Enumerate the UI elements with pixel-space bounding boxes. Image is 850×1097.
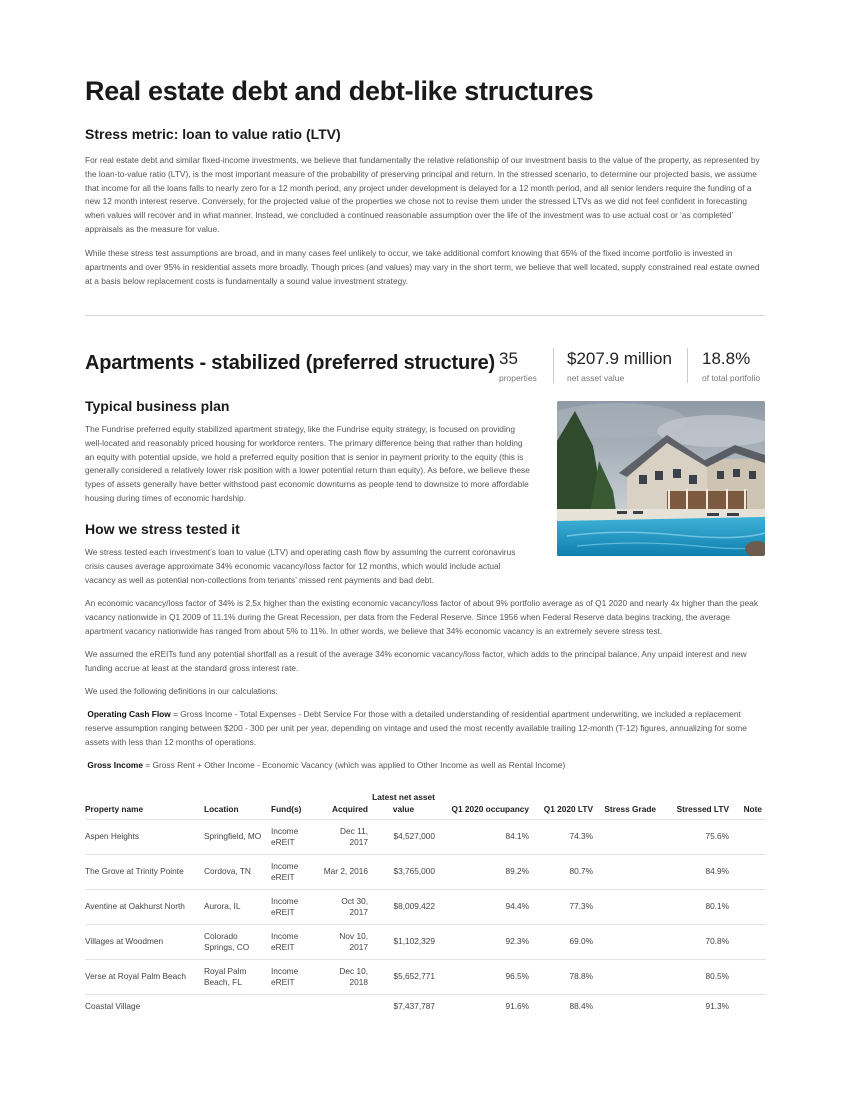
property-occupancy: 94.4% [439, 890, 533, 925]
property-occupancy: 89.2% [439, 855, 533, 890]
stat-portfolio-share [702, 349, 760, 383]
property-occupancy: 96.5% [439, 960, 533, 995]
property-stressed-ltv: 80.5% [660, 960, 733, 995]
property-funds: Income eREIT [271, 820, 323, 855]
column-header: Fund(s) [271, 804, 302, 814]
property-note [733, 925, 766, 960]
property-funds: Income eREIT [271, 925, 323, 960]
stat-label: of total portfolio [702, 373, 761, 383]
property-note [733, 995, 766, 1020]
property-occupancy: 92.3% [439, 925, 533, 960]
definition-term: Operating Cash Flow [87, 709, 171, 719]
stress-test-heading: How we stress tested it [85, 521, 240, 537]
section-title: Apartments - stabilized (preferred structure) [85, 352, 495, 374]
definition-gross-income [85, 759, 767, 773]
property-occupancy: 84.1% [439, 820, 533, 855]
column-header: Acquired [332, 804, 368, 814]
column-header: Q1 2020 LTV [543, 804, 593, 814]
definitions-intro: We used the following definitions in our calculations: [85, 686, 278, 696]
property-acquired [323, 995, 372, 1020]
stat-properties [499, 349, 537, 383]
property-acquired: Dec 10, 2018 [323, 960, 372, 995]
property-nav: $8,009,422 [372, 890, 439, 925]
property-funds: Income eREIT [271, 960, 323, 995]
property-ltv: 78.8% [533, 960, 597, 995]
stat-value: 18.8% [702, 349, 751, 368]
property-note [733, 855, 766, 890]
stat-value: $207.9 million [567, 349, 672, 368]
table-row [85, 890, 766, 925]
property-ltv: 77.3% [533, 890, 597, 925]
stat-label: net asset value [567, 373, 625, 383]
stress-test-paragraph-1: We stress tested each investment’s loan to value (LTV) and operating cash flow by assuming the current coronavirus crisis causes average approximate 34% economic vacancy/loss factor for 12 months, which would include actual vacancy as well as potential non-collections from tenants’ missed rent payments and bad debt. [85, 547, 516, 585]
property-name: Aventine at Oakhurst North [85, 890, 204, 925]
stat-net-asset-value [567, 349, 672, 383]
definition-text: = Gross Rent + Other Income - Economic Vacancy (which was applied to Other Income as well as Rental Income) [142, 760, 566, 770]
property-stressed-ltv: 75.6% [660, 820, 733, 855]
property-stress-grade [597, 820, 660, 855]
definition-operating-cash-flow [85, 708, 767, 749]
stress-test-paragraph-2: An economic vacancy/loss factor of 34% is 2.5x higher than the existing economic vacancy/loss factor of about 9% portfolio average as of Q1 2020 and nearly 4x higher than the peak vacancy nationwide in Q1 2009 of 11.1% during the Great Recession, per data from the Federal Reserve. Since 1956 when Federal Reserve data begins tracking, the average apartment vacancy nationwide has ranged from about 5% to 11%. In other words, we believe that 34% economic vacancy is an extremely severe stress test. [85, 598, 758, 636]
property-stressed-ltv: 80.1% [660, 890, 733, 925]
property-name: Coastal Village [85, 995, 204, 1020]
column-header: Property name [85, 804, 144, 814]
property-location: Cordova, TN [204, 855, 271, 890]
property-nav: $1,102,329 [372, 925, 439, 960]
intro-paragraph-2: While these stress test assumptions are broad, and in many cases feel unlikely to occur, we take additional comfort knowing that 65% of the fixed income portfolio is invested in apartments and over 95% in residential assets more broadly. Though prices (and values) may vary in the short term, we believe that well located, supply constrained real estate owned at a basis below replacement costs is fundamentally a sound value investment strategy. [85, 248, 760, 286]
property-name: Villages at Woodmen [85, 925, 204, 960]
column-header: Note [743, 804, 762, 814]
property-stressed-ltv: 91.3% [660, 995, 733, 1020]
property-nav: $7,437,787 [372, 995, 439, 1020]
business-plan-heading: Typical business plan [85, 398, 230, 414]
property-funds [271, 995, 323, 1020]
property-stressed-ltv: 84.9% [660, 855, 733, 890]
property-note [733, 890, 766, 925]
property-funds: Income eREIT [271, 855, 323, 890]
column-header: Stress Grade [604, 804, 656, 814]
definition-term: Gross Income [87, 760, 143, 770]
column-header: Stressed LTV [676, 804, 729, 814]
property-table [85, 789, 766, 1019]
apartment-photo [557, 401, 765, 556]
property-nav: $5,652,771 [372, 960, 439, 995]
property-location: Springfield, MO [204, 820, 271, 855]
page-title: Real estate debt and debt-like structures [85, 76, 594, 106]
property-ltv: 74.3% [533, 820, 597, 855]
table-row [85, 960, 766, 995]
property-stress-grade [597, 890, 660, 925]
stat-value: 35 [499, 349, 518, 368]
property-acquired: Oct 30, 2017 [323, 890, 372, 925]
property-stress-grade [597, 925, 660, 960]
property-name: The Grove at Trinity Pointe [85, 855, 204, 890]
property-location: Aurora, IL [204, 890, 271, 925]
property-ltv: 88.4% [533, 995, 597, 1020]
table-row [85, 855, 766, 890]
property-acquired: Nov 10, 2017 [323, 925, 372, 960]
property-nav: $4,527,000 [372, 820, 439, 855]
property-stress-grade [597, 855, 660, 890]
table-row [85, 820, 766, 855]
table-row [85, 925, 766, 960]
property-location: Royal Palm Beach, FL [204, 960, 271, 995]
stress-test-paragraph-3: We assumed the eREITs fund any potential shortfall as a result of the average 34% economic vacancy/loss factor, which adds to the principal balance. Any unpaid interest and new funding accrue at least at the standard gross interest rate. [85, 649, 747, 673]
property-acquired: Dec 11, 2017 [323, 820, 372, 855]
section-divider [85, 315, 765, 316]
stress-metric-heading: Stress metric: loan to value ratio (LTV) [85, 126, 341, 142]
property-location: Colorado Springs, CO [204, 925, 271, 960]
property-occupancy: 91.6% [439, 995, 533, 1020]
property-ltv: 80.7% [533, 855, 597, 890]
property-stressed-ltv: 70.8% [660, 925, 733, 960]
property-name: Aspen Heights [85, 820, 204, 855]
column-header: Q1 2020 occupancy [451, 804, 529, 814]
stat-divider [687, 348, 688, 383]
property-stress-grade [597, 995, 660, 1020]
definition-text: = Gross Income - Total Expenses - Debt Service For those with a detailed understanding of residential apartment underwriting, we included a replacement reserve assumption ranging between $200 - 300 per unit per year, depending on vintage and used the most recently available trailing 12-month (T-12) figures, annualizing for some assets with less than 12 months of operations. [85, 709, 747, 747]
property-note [733, 960, 766, 995]
property-ltv: 69.0% [533, 925, 597, 960]
table-header-row [85, 789, 766, 820]
business-plan-text: The Fundrise preferred equity stabilized apartment strategy, like the Fundrise equity strategy, is focused on providing well-located and reasonably priced housing for workforce renters. The primary difference being that rather than holding an equity with potential upside, we hold a preferred equity position that is senior in payment priority to the equity (this is generally considered a relatively lower risk position with a lower potential return than equity). As before, we believe these types of assets generally have better withstood past economic downturns as people tend to downsize to more affordable housing during times of economic hardship. [85, 424, 530, 503]
property-nav: $3,765,000 [372, 855, 439, 890]
property-name: Verse at Royal Palm Beach [85, 960, 204, 995]
column-header: Location [204, 804, 239, 814]
property-funds: Income eREIT [271, 890, 323, 925]
property-note [733, 820, 766, 855]
stat-divider [553, 348, 554, 383]
table-row [85, 995, 766, 1020]
property-location [204, 995, 271, 1020]
property-stress-grade [597, 960, 660, 995]
intro-paragraph-1: For real estate debt and similar fixed-income investments, we believe that fundamentally the relative relationship of our investment basis to the value of the property, as represented by the loan-to-value ratio (LTV), is the most important measure of the probability of preserving principal and return. In the stressed scenario, to determine our projected basis, we assume that income for all the loans falls to nearly zero for a 12 month period, any project under development is delayed for a 12 month period, and all senior lenders require the funding of a new 12 month interest reserve. Conversely, for the projected value of the properties we chose not to revise them under the stressed LTVs as we did not feel confident in forecasting when values will recover and in what manner. Instead, we concluded a continued reasonable assumption over the life of the investment was to use actual cost or ‘as completed’ appraisals as the measure for value. [85, 155, 760, 234]
column-header: Latest net asset value [372, 792, 435, 814]
stat-label: properties [499, 373, 537, 383]
property-acquired: Mar 2, 2016 [323, 855, 372, 890]
